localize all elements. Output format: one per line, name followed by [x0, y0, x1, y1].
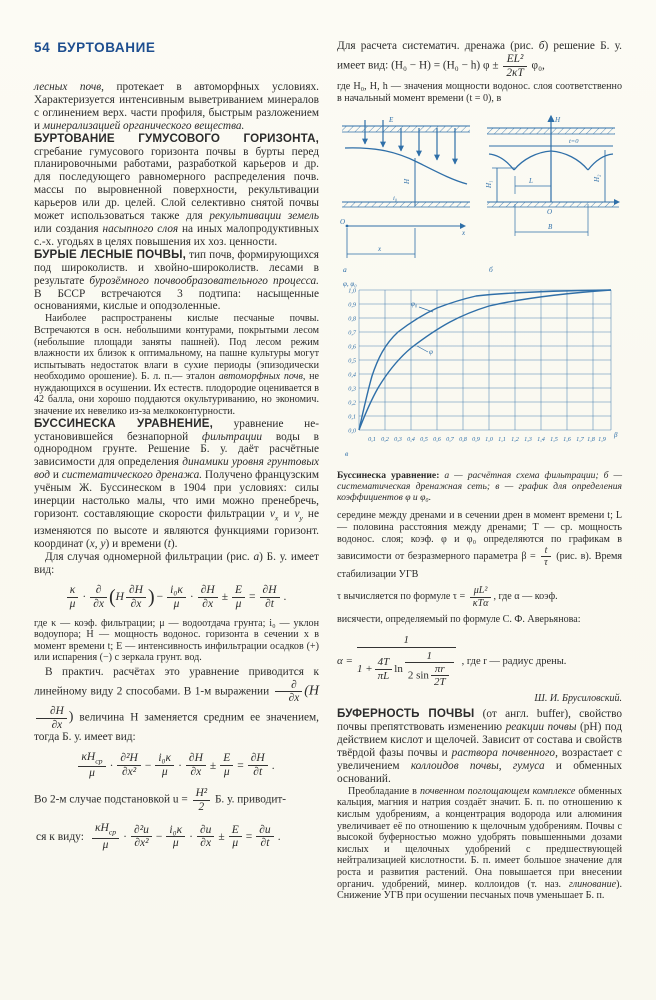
bussinesk-italic-2: динамики уровня грунтовых вод	[34, 456, 319, 482]
time-t: t	[167, 538, 171, 551]
frac-dH-dt: $\frac{\partial H}{\partial t}$	[260, 584, 280, 611]
graph-y-label: φ, φ₀	[343, 280, 357, 289]
paragraph-continuation	[34, 81, 319, 133]
frac-E-mu-3: $\frac{E}{\mu}$	[229, 824, 242, 851]
figure-label-a: а	[343, 265, 347, 275]
caption-part-a: а — расчётная схема фильтрации;	[439, 470, 604, 482]
alpha-big-frac	[357, 634, 456, 689]
bufernost-body-4: и обменных оснований.	[337, 760, 622, 785]
figure-label-b: б	[489, 265, 493, 275]
inline-frac-dH-dx: $\frac{\partial H}{\partial x}$	[36, 705, 67, 731]
diagram-a-filtration-scheme	[340, 116, 470, 274]
right-column	[337, 40, 622, 902]
svg-text:1,7: 1,7	[576, 436, 584, 444]
folio-number: 54	[34, 40, 51, 55]
svg-text:1,4: 1,4	[537, 436, 545, 444]
frac-du-dt: $\frac{\partial u}{\partial t}$	[256, 824, 273, 851]
left-column	[34, 40, 319, 858]
bussinesk-body-4: Получено французским учёным Ж. Буссинеском в 1904 при условиях: силы инерции настолько малы, что ими можно пренебречь, горизонт. составляющие скорости фильтрации	[34, 469, 319, 520]
svg-text:0,5: 0,5	[348, 357, 356, 365]
svg-text:0,4: 0,4	[348, 371, 356, 379]
bufernost-body-2: (pH) под действием кислот и щелочей. Зависит от состава и свойств твёрдой фазы почвы и	[337, 721, 622, 760]
svg-text:0,6: 0,6	[433, 436, 441, 444]
frac-pir-2T: $\frac{\pi r}{2T}$	[431, 663, 449, 689]
entry-burye-lesnye	[34, 249, 319, 314]
frac-d2u-dx2: $\frac{\text{∂²u}}{\text{∂x²}}$	[131, 824, 152, 851]
svg-text:1,0: 1,0	[485, 436, 493, 444]
bussinesk-body-7: ) и времени (	[105, 538, 168, 551]
practice-part-2: величина H заменяется средним ее значением, тогда Б. у. имеет вид:	[34, 711, 319, 744]
frac-du-dx: $\frac{\partial u}{\partial x}$	[197, 824, 214, 851]
dot-operator-1: ·	[123, 830, 128, 843]
diagram-v-coefficient-graph	[343, 280, 618, 458]
svg-text:0,2: 0,2	[348, 399, 356, 407]
plusminus-operator: ±	[218, 830, 225, 843]
equals-operator: =	[245, 830, 253, 843]
svg-text:0,8: 0,8	[459, 436, 467, 444]
water-table-curve	[345, 148, 467, 184]
burye-italic-1: бурозёмного почвообразовательного процесса.	[89, 274, 319, 287]
cont-text-2: (рис. в). Время стабилизации УГВ	[337, 551, 623, 580]
curve-right-edge	[588, 154, 613, 170]
label-x-dim: x	[378, 245, 382, 254]
bufernost-small-italic-1: почвенном поглощающем комплексе	[419, 785, 576, 797]
label-H1: H₁	[485, 180, 493, 189]
inline-paren-close: )	[68, 709, 74, 725]
plusminus-operator: ±	[221, 591, 229, 604]
graph-x-ticks	[368, 436, 606, 443]
svg-text:1,8: 1,8	[587, 436, 595, 444]
bussinesk-body-5: и	[278, 508, 295, 520]
v-x: $v_x$	[269, 508, 279, 523]
frac-dH-dx: $\frac{\partial H}{\partial x}$	[126, 584, 146, 611]
symbol-H: H	[115, 591, 124, 604]
burtovanie-italic-1: рекультивации земель	[209, 210, 319, 223]
diagram-b-drainage-network	[485, 116, 619, 274]
coords-xy: x, y	[89, 538, 106, 551]
bufernost-small-2: обменных кальция, магния и натрия создаёт значит. Б. п. по отношению к кислым удобрениям, а концентрация водорода или алюминия увеличивает её по отношению к щелочным удобрениям. Почвы с высокой буферностью можно удобрять повышенными дозами кислых и щелочных удобрений с предшествующей нейтрализацией кислотности. Б. п. имеет большое значение для роста и развития растений. Она повышается при внесении органич. удобрений, минер. коллоидов (т. наз.	[337, 785, 622, 890]
alpha-denominator	[357, 648, 456, 689]
leader-phi	[417, 346, 428, 352]
case-2-before: Во 2-м случае подстановкой u =	[34, 793, 191, 806]
paren-close: )	[147, 585, 155, 608]
equals-operator: =	[249, 591, 256, 604]
frac-muL2-kTalpha: $\frac{\text{μL²}}{\text{κTα}}$	[470, 585, 492, 609]
bufernost-italic-3: коллоидов почвы, гумуса	[410, 760, 545, 772]
inline-paren-H: (H	[304, 683, 319, 699]
graph-curve-label-phi0: φ₀	[411, 300, 418, 309]
formula-boussinesq-1	[34, 584, 319, 611]
burye-body-1: тип почв, формирующихся под широколиств. и хвойно-широколиств. лесами в результате	[34, 248, 319, 287]
case-1d-lead-tail: ) Б. у. имеет вид:	[34, 550, 319, 576]
figure-caption	[337, 470, 622, 503]
graph-y-ticks	[348, 288, 357, 435]
dot-operator-2: ·	[189, 830, 193, 843]
minus-operator: −	[156, 591, 164, 604]
headword-bufernost: БУФЕРНОСТЬ ПОЧВЫ	[337, 707, 475, 721]
label-H: H	[403, 179, 411, 185]
frac-dH-dx-3: $\frac{\partial H}{\partial x}$	[186, 752, 206, 779]
frac-E-mu-2: $\frac{E}{\mu}$	[220, 752, 233, 779]
formula-boussinesq-2	[34, 751, 319, 780]
svg-text:0,6: 0,6	[348, 343, 356, 351]
headword-burye-lesnye: БУРЫЕ ЛЕСНЫЕ ПОЧВЫ,	[34, 247, 186, 261]
aquiclude-hatch-b	[487, 202, 615, 207]
svg-text:0,3: 0,3	[348, 385, 356, 393]
entry-bufernost	[337, 708, 622, 785]
formula-3-lead: ся к виду:	[36, 830, 84, 843]
bufernost-small-paragraph	[337, 786, 622, 902]
label-H2: H₂	[593, 174, 601, 183]
alpha-den-1: 1 +	[356, 662, 373, 675]
burye-small-paragraph	[34, 313, 319, 417]
figure-boussinesq	[337, 114, 622, 503]
leader-phi0	[419, 307, 433, 312]
svg-text:0,9: 0,9	[472, 436, 480, 444]
page-header	[34, 40, 319, 55]
continuation-text-2	[337, 585, 622, 609]
frac-d2H-dx2: $\frac{\text{∂²H}}{\text{∂x²}}$	[117, 752, 140, 779]
headword-burtovanie: БУРТОВАНИЕ ГУМУСОВОГО ГОРИЗОНТА,	[34, 131, 319, 145]
aquiclude-hatch	[342, 202, 470, 207]
bussinesk-body-2: воды в однородном грунте. Решение Б. у. даёт расчётные зависимости для определения	[34, 430, 320, 469]
frac-i0kappa-mu-2: $\frac{\text{i₀κ}}{\mu}$	[155, 752, 174, 779]
cont-text-4: , где α — коэф.	[493, 591, 558, 603]
frac-t-tau: $\frac{t}{\tau}$	[541, 545, 551, 569]
graph-gridlines	[359, 290, 611, 430]
svg-text:0,0: 0,0	[348, 427, 356, 435]
frac-dH-dx-2: $\frac{\partial H}{\partial x}$	[198, 584, 218, 611]
burye-small-2: , не нуждающихся в осушении. Их естеств. плодородие оценивается в 42 балла, они хорошо поддаются окультуриванию, но экономич. значение их невелико из-за мелкоконтурности.	[34, 371, 319, 418]
bussinesk-body-6: не изменяются по высоте и являются функциями горизонт. координат (	[34, 508, 319, 551]
entry-burtovanie	[34, 133, 319, 249]
ground-surface-hatch	[342, 126, 470, 132]
bussinesk-body-1: уравнение неустановившейся безнапорной	[34, 417, 319, 443]
equals-operator: =	[237, 759, 244, 772]
bufernost-italic-1: реакции почвы	[505, 721, 577, 734]
svg-text:1,6: 1,6	[563, 436, 571, 444]
label-B: B	[548, 223, 553, 232]
case-2-after: Б. у. приводит-	[212, 793, 287, 806]
bufernost-small-italic-2: глинование	[568, 878, 617, 890]
dot-operator-1: ·	[109, 759, 114, 772]
alpha-tail: , где r — радиус дрены.	[461, 655, 567, 667]
label-x-axis: x	[462, 229, 466, 238]
burtovanie-body-3: на иных малопродуктивных с.-х. угодьях в целях повышения их хоз. ценности.	[34, 222, 320, 248]
svg-text:0,9: 0,9	[348, 301, 356, 309]
ln-operator: ln	[394, 662, 403, 675]
folio-title: БУРТОВАНИЕ	[57, 40, 156, 55]
continuation-text-3: висячести, определяемый по формуле С. Ф. Аверьянова:	[337, 613, 581, 625]
case-1d-fig-letter: а	[253, 550, 260, 563]
case-2-paragraph	[34, 787, 319, 813]
frac-EL2-2kT: $\frac{\text{EL²}}{2\kappa T}$	[503, 53, 526, 79]
label-E: E	[389, 116, 394, 125]
minus-operator: −	[155, 830, 163, 843]
entry-bussineska	[34, 418, 319, 551]
notation-1: где κ — коэф. фильтрации; μ — водоотдача грунта; i₀ — уклон водоупора; H — мощность водонос. горизонта в сечении x в момент времени t; E — интенсивность инфильтрации осадков (+) или испарения (−) с зеркала грунт. вод.	[34, 617, 319, 664]
caption-part-b: б — систематическая дренажная сеть;	[337, 470, 622, 493]
dot-operator-2: ·	[178, 759, 182, 772]
bufernost-body-3: , возрастает с увеличением	[337, 747, 623, 772]
frac-dH-dt-2: $\frac{\partial H}{\partial t}$	[248, 752, 268, 779]
label-O-b: O	[547, 208, 553, 217]
label-L: L	[529, 177, 533, 186]
burtovanie-body-2: или создания	[34, 222, 103, 235]
frac-4T-piL: $\frac{4T}{\pi L}$	[375, 656, 393, 682]
graph-curve-label-phi: φ	[429, 348, 433, 357]
burye-body-2: В БССР встречаются 3 подтипа: насыщенные основаниями, кислые и оподзоленные.	[34, 287, 319, 313]
formula-boussinesq-3	[34, 822, 319, 851]
bussinesk-body-8: ).	[170, 538, 178, 551]
practice-paragraph	[34, 666, 319, 744]
svg-text:1,1: 1,1	[498, 436, 506, 444]
svg-text:1,5: 1,5	[550, 436, 558, 444]
frac-i0kappa-mu-3: $\frac{\text{i₀κ}}{\mu}$	[166, 824, 185, 851]
bufernost-small-3: ). Снижение УГВ при осушении песчаных почв уменьшает Б. п.	[337, 878, 622, 902]
period: .	[277, 830, 281, 843]
svg-text:0,7: 0,7	[446, 436, 454, 444]
bussinesk-italic-3: систематического дренажа.	[61, 469, 203, 482]
label-t0: t=0	[569, 138, 579, 146]
dot-operator-2: ·	[189, 591, 194, 604]
curve-left-edge	[489, 154, 514, 170]
frac-H2-2: $\frac{\text{H²}}{2}$	[193, 787, 211, 813]
bussinesk-italic-1: фильтрации	[202, 430, 263, 443]
case-1d-lead-text: Для случая одномерной фильтрации (рис.	[45, 550, 254, 563]
cont-text-3: τ вычисляется по формуле τ =	[337, 591, 468, 603]
continuation-text-1	[337, 510, 622, 580]
headword-bussineska: БУССИНЕСКА УРАВНЕНИЕ,	[34, 416, 213, 430]
sin-term: 2 sin $\frac{\pi r}{2T}$	[405, 663, 454, 689]
author-signature: Ш. И. Брусиловский.	[534, 693, 622, 705]
drainage-tail: φ₀,	[528, 59, 545, 72]
svg-text:0,1: 0,1	[368, 436, 376, 444]
drainage-lead: Для расчета систематич. дренажа (рис.	[337, 40, 539, 52]
formula-alpha	[337, 634, 622, 689]
drainage-lead-tail: ) решение Б. у. имеет вид: (H₀ − H) = (H₀ − h) φ ±	[337, 40, 622, 72]
burtovanie-italic-2: насыпного слоя	[102, 222, 179, 235]
label-O-a: O	[340, 218, 346, 227]
figure-label-v: в	[345, 449, 349, 459]
period: .	[283, 591, 287, 604]
plusminus-operator: ±	[209, 759, 217, 772]
burye-small-italic: автоморфных почв	[218, 371, 303, 383]
cont-text-1: середине между дренами и в сечении дрен в момент времени t; L — половина расстояния между дренами; T — ср. мощность водонос. слоя; коэф. φ и φ₀ определяются по графикам в зависимости от безразмерного параметра β =	[337, 510, 622, 563]
alpha-numerator: 1	[357, 634, 456, 648]
burtovanie-body-1: сгребание гумусового горизонта почвы в бурты перед планировочными работами, разработкой карьеров и др. для последующего равномерного распределения почв. массы по выровненной поверхности, рекультивации карьеров или др. целей. Слой селективно снятой почвы может использоваться также для	[34, 145, 319, 223]
frac-E-mu: $\frac{E}{\mu}$	[232, 584, 245, 611]
label-i0: i₀	[393, 195, 398, 203]
svg-text:0,7: 0,7	[348, 329, 356, 337]
graph-x-label: β	[614, 431, 618, 440]
v-y: $v_y$	[294, 508, 303, 523]
svg-text:0,4: 0,4	[407, 436, 415, 444]
frac-1-2sin: 1 2 sin $\frac{\pi r}{2T}$	[405, 650, 454, 689]
svg-text:1,0: 1,0	[348, 287, 356, 295]
inline-frac-d-dx: $\frac{\partial}{\partial x}$	[275, 679, 303, 705]
bufernost-body-1: (от англ. buffer), свойство почвы препятствовать изменению	[337, 708, 622, 734]
paren-open: (	[108, 585, 116, 608]
italic-lead: лесных почв	[34, 81, 102, 93]
continuation-text: , протекает в автоморфных условиях. Характеризуется интенсивным выветриванием минералов с оглинением верх. части профиля, быстрым разложением и	[34, 81, 319, 132]
figure-svg	[337, 114, 622, 464]
frac-d-dx: $\frac{\partial}{\partial x}$	[90, 584, 107, 611]
label-H-axis: H	[555, 116, 561, 125]
svg-text:0,1: 0,1	[348, 413, 356, 421]
case-1d-lead	[34, 551, 319, 577]
period: .	[271, 759, 275, 772]
burye-small-1: Наиболее распространены кислые песчаные почвы. Встречаются в осн. небольшими контурами, покрытыми лесом (небольшие площади заняты пашней). Под лесом режим влажности их близок к оптимальному, на пашне культуры могут испытывать недостаток влаги в сухие периоды (эпизодически необходимо орошение). Б. л. п.— эталон	[34, 313, 319, 383]
svg-text:0,3: 0,3	[394, 436, 402, 444]
practice-part-1: В практич. расчётах это уравнение приводится к линейному виду 2 способами. В 1-м выражении	[34, 665, 319, 698]
minus-operator: −	[144, 759, 152, 772]
frac-i0kappa-mu: $\frac{\text{i₀κ}}{\mu}$	[167, 584, 186, 611]
continuation-italic-tail: минерализацией органического вещества.	[42, 119, 245, 132]
bufernost-small-1: Преобладание в	[348, 785, 420, 797]
dot-operator-1: ·	[82, 591, 87, 604]
drainage-fig-letter: б	[538, 40, 545, 52]
caption-title: Буссинеска уравнение:	[337, 470, 440, 482]
svg-text:0,5: 0,5	[420, 436, 428, 444]
frac-kHsr-mu: $\frac{\kappa H_{ср}}{\mu}$	[78, 751, 105, 780]
svg-text:1,2: 1,2	[511, 436, 519, 444]
svg-text:1,3: 1,3	[524, 436, 532, 444]
alpha-lhs: α =	[337, 655, 353, 667]
drainage-calc-paragraph	[337, 40, 622, 79]
origin-dot	[346, 225, 349, 228]
frac-kHsr-mu-3: $\frac{\kappa H_{ср}}{\mu}$	[92, 822, 119, 851]
svg-text:0,2: 0,2	[381, 436, 389, 444]
bussinesk-body-3: и	[49, 469, 62, 482]
svg-text:0,8: 0,8	[348, 315, 356, 323]
svg-text:1,9: 1,9	[598, 436, 606, 444]
drainage-notation: где H₀, H, h — значения мощности водонос. слоя соответственно в начальный момент времени (t = 0), в	[337, 81, 622, 104]
caption-part-v: в — график для определения коэффициентов φ и φ₀.	[337, 481, 622, 504]
frac-kappa-mu: $\frac{\kappa}{\mu}$	[67, 584, 79, 611]
bufernost-italic-2: раствора почвенного	[451, 747, 556, 760]
